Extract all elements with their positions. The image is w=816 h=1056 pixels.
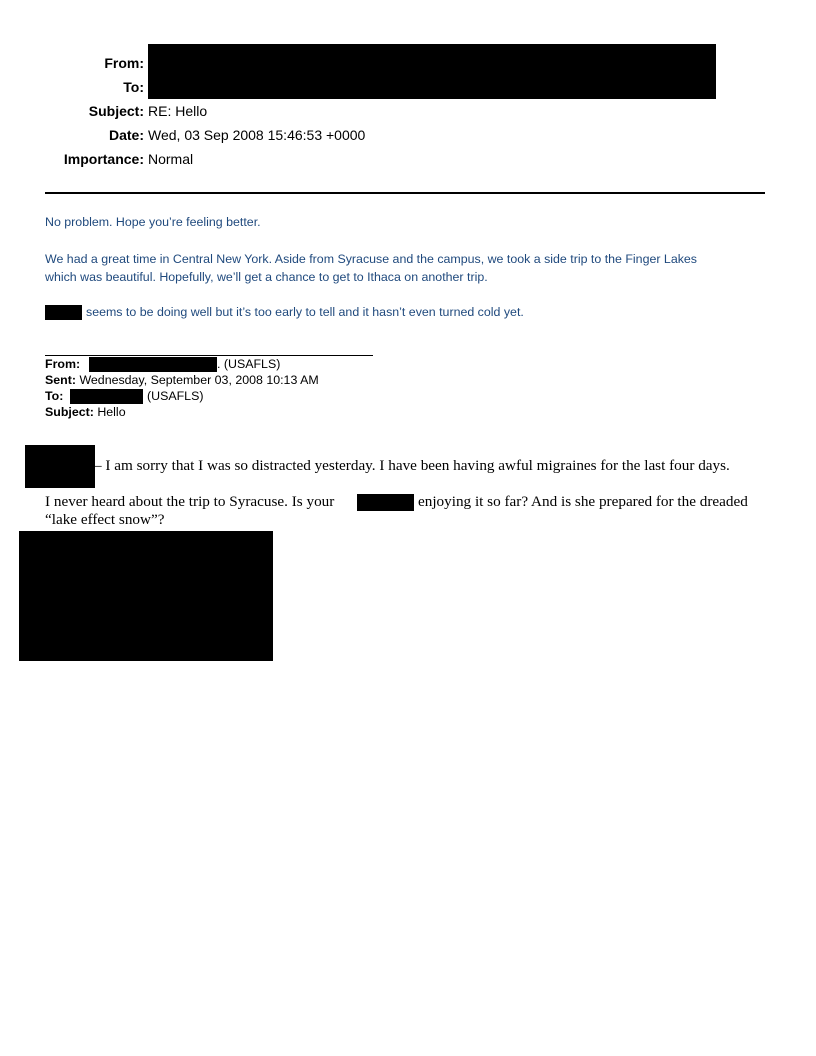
importance-label: Importance: [63,151,144,167]
reply-paragraph-2-line-1: We had a great time in Central New York. Aside from Syracuse and the campus, we took a side trip to the Finger Lakes [45,252,697,266]
original-body-line-3: “lake effect snow”? [45,511,165,528]
subject-value: RE: Hello [148,103,208,119]
redaction-name [45,305,82,320]
redaction-from-to [148,44,716,99]
header-divider [45,192,765,194]
original-body-line-1: – I am sorry that I was so distracted yesterday. I have been having awful migraines for the last four days. [94,457,730,474]
original-from-label: From: [45,357,81,371]
from-label: From: [104,55,144,71]
original-sent: Sent: Wednesday, September 03, 2008 10:13 AM [45,373,319,387]
importance-value: Normal [148,151,194,167]
redaction-signature-block [19,531,273,661]
original-from-suffix: . (USAFLS) [217,357,281,371]
date-value: Wed, 03 Sep 2008 15:46:53 +0000 [148,127,366,143]
original-to-label: To: [45,389,64,403]
reply-paragraph-1: No problem. Hope you’re feeling better. [45,215,261,229]
date-label: Date: [108,127,144,143]
redaction-original-to [70,389,143,404]
original-to-suffix: (USAFLS) [147,389,204,403]
original-subject: Subject: Hello [45,405,126,419]
redaction-relation [357,494,414,511]
to-label: To: [123,79,144,95]
original-body-line-2b: enjoying it so far? And is she prepared for the dreaded [418,493,748,510]
subject-label: Subject: [88,103,144,119]
redaction-salutation [25,445,95,488]
original-message-divider [45,355,373,356]
reply-paragraph-3: seems to be doing well but it’s too early to tell and it hasn’t even turned cold yet. [86,305,524,319]
reply-paragraph-2-line-2: which was beautiful. Hopefully, we’ll get a chance to get to Ithaca on another trip. [45,270,488,284]
original-body-line-2a: I never heard about the trip to Syracuse. Is your [45,493,335,510]
redaction-original-from [89,357,217,372]
